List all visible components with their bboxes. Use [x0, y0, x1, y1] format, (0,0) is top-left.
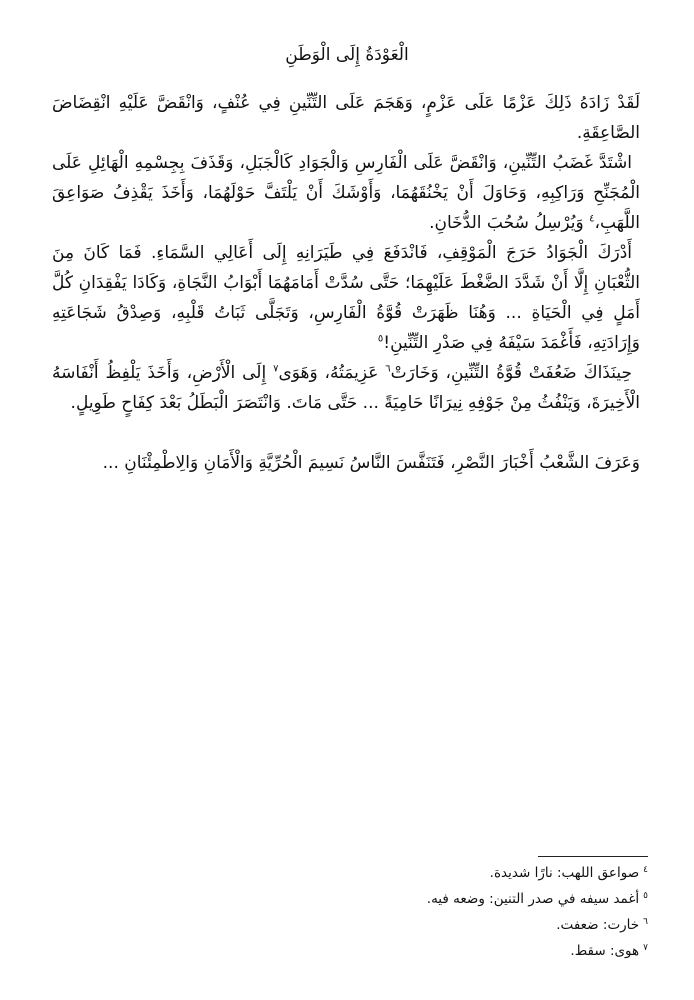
paragraph-text: حِينَذَاكَ ضَعُفَتْ قُوَّةُ التِّنِّينِ، وَخَارَتْ [390, 363, 633, 383]
paragraph-text: وَعَرَفَ الشَّعْبُ أَخْبَارَ النَّصْرِ، فَتَنَفَّسَ النَّاسُ نَسِيمَ الْحُرِّيَّةِ وَالْأَمَانِ وَالِاطْمِئْنَانِ ... [102, 453, 640, 473]
paragraph-text: عَزِيمَتُهُ، وَهَوَى [278, 363, 386, 383]
footnote-text: أغمد سيفه في صدر التنين: وضعه فيه. [426, 891, 640, 907]
footnote-item [52, 938, 648, 964]
footnote-number: ٥ [643, 890, 648, 901]
footnote-text: هوى: سقط. [570, 943, 640, 959]
footnote-item [52, 912, 648, 938]
footnote-number: ٦ [643, 916, 648, 927]
footnote-number: ٧ [643, 942, 648, 953]
paragraph-text: لَقَدْ زَادَهُ ذَلِكَ عَزْمًا عَلَى عَزْمٍ، وَهَجَمَ عَلَى التِّنِّينِ فِي عُنْفٍ، وَانْقَضَّ عَلَيْهِ انْقِضَاضَ الصَّاعِقَةِ. [52, 93, 640, 143]
paragraph-4 [52, 358, 640, 418]
paragraph-1 [52, 88, 640, 148]
paragraph-text: اشْتَدَّ غَضَبُ التِّنِّينِ، وَانْقَضَّ عَلَى الْفَارِسِ وَالْجَوَادِ كَالْجَبَلِ، وَقَذَفَ بِجِسْمِهِ الْهَائِلِ عَلَى الْمُجَنِّحِ وَرَاكِبِهِ، وَحَاوَلَ أَنْ يَخْنُقَهُمَا، وَأَوْشَكَ أَنْ يَلْتَفَّ حَوْلَهُمَا، وَأَخَذَ يَقْذِفُ صَوَاعِقَ اللَّهَبِ، [52, 153, 640, 233]
footnote-ref: ٤ [589, 213, 595, 225]
footnote-ref: ٥ [377, 333, 384, 345]
footnote-divider [538, 856, 648, 857]
paragraph-5 [52, 448, 640, 478]
footnotes [52, 860, 648, 964]
paragraph-3 [52, 238, 640, 358]
paragraph-2 [52, 148, 640, 238]
paragraph-text: أَدْرَكَ الْجَوَادُ حَرَجَ الْمَوْقِفِ، فَانْدَفَعَ فِي طَيَرَانِهِ إِلَى أَعَالِي السَّمَاءِ. فَمَا كَانَ مِنَ الثُّعْبَانِ إِلَّا أَنْ شَدَّدَ الضَّغْطَ عَلَيْهِمَا؛ حَتَّى سُدَّتْ أَمَامَهُمَا أَبْوَابُ النَّجَاةِ، وَكَادَا يَفْقِدَانِ كُلَّ أَمَلٍ فِي الْحَيَاةِ ... وَهُنَا ظَهَرَتْ قُوَّةُ الْفَارِسِ، وَتَجَلَّى ثَبَاتُ قَلْبِهِ، وَصِدْقُ شَجَاعَتِهِ وَإِرَادَتِهِ، فَأَغْمَدَ سَيْفَهُ فِي صَدْرِ التِّنِّينِ! [52, 243, 640, 353]
footnote-item [52, 860, 648, 886]
footnote-ref: ٦ [385, 363, 391, 375]
footnote-number: ٤ [643, 864, 648, 875]
footnote-text: خارت: ضعفت. [556, 917, 640, 933]
story-body [52, 88, 640, 478]
footnote-ref: ٧ [273, 363, 279, 375]
footnote-text: صواعق اللهب: نارًا شديدة. [489, 865, 640, 881]
paragraph-text: وَيُرْسِلُ سُحُبَ الدُّخَانِ. [429, 213, 590, 233]
page-title: الْعَوْدَةُ إِلَى الْوَطَنِ [285, 45, 409, 65]
paragraph-text: إِلَى الْأَرْضِ، وَأَخَذَ يَلْفِظُ أَنْفَاسَهُ الْأَخِيرَةَ، وَيَنْفُثُ مِنْ جَوْفِهِ نِيرَانًا حَامِيَةً ... حَتَّى مَاتَ. وَانْتَصَرَ الْبَطَلُ بَعْدَ كِفَاحٍ طَوِيلٍ. [52, 363, 640, 413]
footnote-item [52, 886, 648, 912]
